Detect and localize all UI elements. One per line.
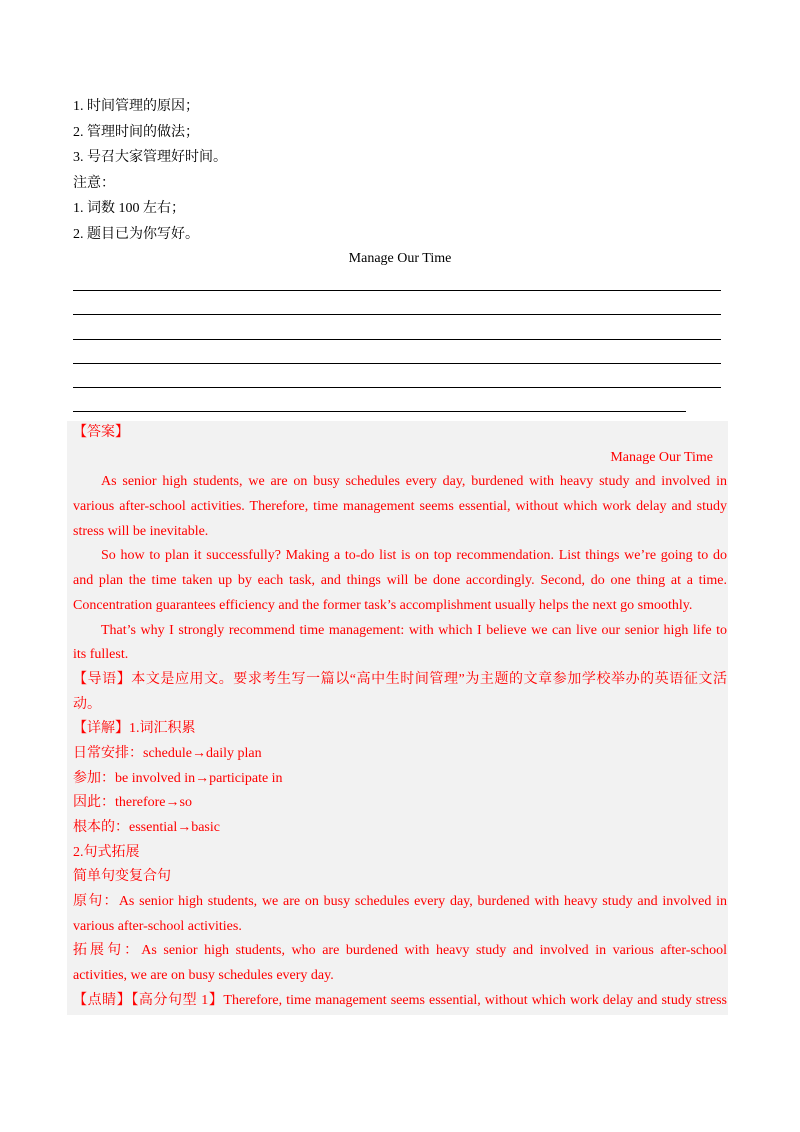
original-sentence-line: various after-school activities.	[73, 918, 242, 934]
essay-title: Manage Our Time	[348, 251, 452, 266]
answer-paragraph-1-line: various after-school activities. Therefore, time management seems essential, without which work delay and study	[73, 499, 727, 515]
answer-paragraph-3-line: That’s why I strongly recommend time management: with which I believe we can live our senior high life to	[101, 622, 727, 638]
sentence-subheading: 简单句变复合句	[73, 869, 171, 885]
highlight-tag: 【点睛】	[73, 992, 132, 1008]
answer-paragraph-3-line: its fullest.	[73, 647, 129, 663]
answer-blank-line	[73, 290, 721, 291]
requirement-item: 3. 号召大家管理好时间。	[73, 150, 227, 165]
task-requirements	[73, 94, 733, 247]
highlight-line	[73, 989, 727, 1014]
answer-blank-line	[73, 411, 686, 412]
sentence-heading: 2.句式拓展	[73, 844, 140, 860]
vocab-item: 根本的：essential→basic	[73, 820, 220, 835]
vocab-item: 参加：be involved in→participate in	[73, 770, 283, 786]
answer-paragraph-2-line: Concentration guarantees efficiency and the former task’s accomplishment usually helps the next go smoothly.	[73, 597, 693, 613]
answer-essay-title: Manage Our Time	[610, 449, 713, 465]
detail-tag: 【详解】	[73, 721, 129, 737]
guide-line: 动。	[73, 696, 101, 712]
answer-label: 【答案】	[73, 425, 129, 440]
vocab-item: 因此：therefore→so	[73, 795, 192, 811]
expanded-sentence-line: activities, we are on busy schedules every day.	[73, 968, 334, 984]
answer-section	[67, 421, 728, 1015]
answer-paragraph-2-line: So how to plan it successfully? Making a to-do list is on top recommendation. List things we’re going to do	[101, 548, 727, 564]
answer-blank-line	[73, 314, 721, 315]
notes-heading: 注意：	[73, 175, 115, 191]
vocab-item: 日常安排：schedule→daily plan	[73, 745, 262, 761]
note-item: 1. 词数 100 左右；	[73, 201, 185, 216]
answer-paragraph-1-line: stress will be inevitable.	[73, 523, 209, 539]
answer-blank-line	[73, 387, 721, 388]
detail-line	[73, 717, 727, 742]
guide-tag: 【导语】	[73, 671, 132, 687]
answer-blank-line	[73, 363, 721, 364]
highlight-text: Therefore, time management seems essential, without which work delay and study stress	[223, 992, 727, 1008]
guide-line	[73, 668, 727, 693]
highlight-sub-tag: 【高分句型 1】	[131, 992, 224, 1008]
answer-blank-line	[73, 339, 721, 340]
requirement-item: 2. 管理时间的做法；	[73, 124, 199, 140]
requirement-item: 1. 时间管理的原因；	[73, 99, 199, 114]
answer-paragraph-2-line: and plan the time taken up by each task, and things will be done accordingly. Second, do one thing at a time.	[73, 573, 727, 589]
detail-heading: 1.词汇积累	[129, 721, 196, 737]
original-sentence-line: 原句：As senior high students, we are on busy schedules every day, burdened with heavy study and involved in	[73, 894, 727, 910]
guide-text: 本文是应用文。要求考生写一篇以“高中生时间管理”为主题的文章参加学校举办的英语征文活	[131, 671, 727, 687]
note-item: 2. 题目已为你写好。	[73, 226, 199, 242]
expanded-sentence-line: 拓展句：As senior high students, who are burdened with heavy study and involved in various after-school	[73, 943, 727, 959]
answer-paragraph-1-line: As senior high students, we are on busy schedules every day, burdened with heavy study and involved in	[101, 474, 727, 490]
